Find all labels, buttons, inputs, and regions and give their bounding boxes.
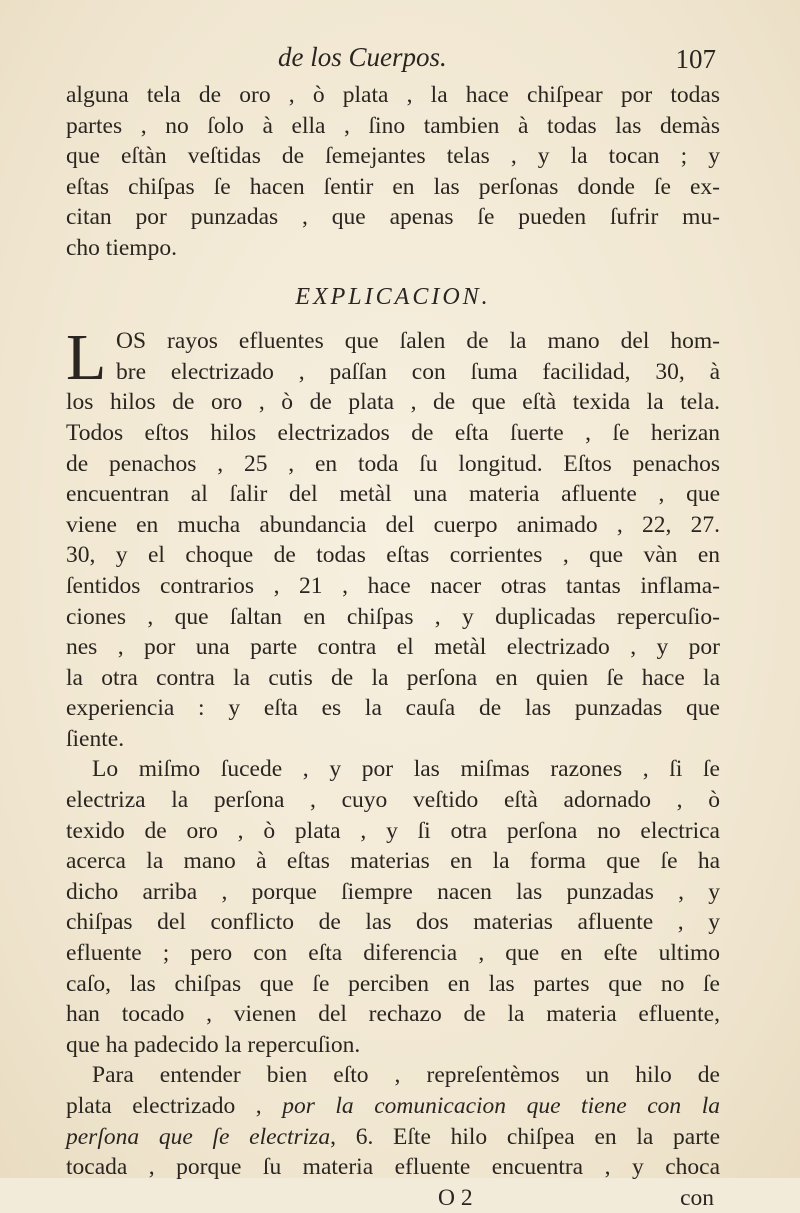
- text-line: acerca la mano à eſtas materias en la forma que ſe ha: [66, 848, 720, 875]
- text-line: han tocado , vienen del rechazo de la materia efluente,: [66, 1001, 720, 1028]
- text-line: los hilos de oro , ò de plata , de que eſtà texida la tela.: [66, 389, 720, 416]
- text-line: de penachos , 25 , en toda ſu longitud. Eſtos penachos: [66, 450, 720, 477]
- text-line: cho tiempo.: [66, 234, 177, 261]
- text-line: efluente ; pero con eſta diferencia , que en eſte ultimo: [66, 940, 720, 967]
- running-title: de los Cuerpos.: [278, 42, 447, 72]
- text-line: texido de oro , ò plata , y ſi otra perſona no electrica: [66, 817, 720, 844]
- text-line: Lo miſmo ſucede , y por las miſmas razones , ſi ſe: [92, 756, 720, 783]
- text-line: [66, 1122, 720, 1153]
- text-line: que ha padecido la repercuſion.: [66, 1031, 361, 1058]
- text-line: experiencia : y eſta es la cauſa de las punzadas que: [66, 695, 720, 722]
- text-line: citan por punzadas , que apenas ſe pueden ſufrir mu-: [66, 204, 720, 231]
- paragraph-2: [66, 754, 720, 1060]
- first-lines: [66, 321, 720, 395]
- text-line: eſtas chiſpas ſe hacen ſentir en las perſonas donde ſe ex-: [66, 173, 720, 200]
- text-line: ſentidos contrarios , 21 , hace nacer otras tantas inflama-: [66, 572, 720, 599]
- catchword: con: [680, 1184, 714, 1211]
- text-line: encuentran al ſalir del metàl una materia afluente , que: [66, 481, 720, 508]
- text-line: OS rayos efluentes que ſalen de la mano del hom-: [116, 328, 720, 355]
- text-line: dicho arriba , porque ſiempre nacen las punzadas , y: [66, 878, 720, 905]
- text-line: alguna tela de oro , ò plata , la hace chiſpear por todas: [66, 82, 720, 108]
- text-line: Todos eſtos hilos electrizados de eſta ſuerte , ſe herizan: [66, 419, 720, 446]
- page-header: [66, 40, 720, 80]
- text-span: plata electrizado ,: [66, 1093, 283, 1119]
- page-number: 107: [675, 44, 716, 74]
- drop-cap: L: [66, 321, 107, 395]
- text-line: bre electrizado , paſſan con ſuma facilidad, 30, à: [116, 358, 720, 385]
- section-heading: EXPLICACION.: [295, 283, 491, 310]
- text-line: ſiente.: [66, 725, 125, 752]
- text-line: [66, 1091, 720, 1122]
- text-line: caſo, las chiſpas que ſe perciben en las partes que no ſe: [66, 970, 720, 997]
- italic-span: perſona que ſe electriza: [66, 1123, 331, 1150]
- signature-mark: O 2: [438, 1184, 473, 1211]
- text-line: ciones , que ſaltan en chiſpas , y duplicadas repercuſio-: [66, 603, 720, 630]
- page-text: [66, 40, 720, 1213]
- page-footer: [66, 1183, 720, 1213]
- paragraph-3: [66, 1060, 720, 1182]
- text-line: chiſpas del conflicto de las dos materias afluente , y: [66, 909, 720, 936]
- text-line: partes , no ſolo à ella , ſino tambien à todas las demàs: [66, 112, 720, 139]
- text-line: tocada , porque ſu materia efluente encuentra , y choca: [66, 1154, 720, 1181]
- text-line: que eſtàn veſtidas de ſemejantes telas , y la tocan ; y: [66, 143, 720, 170]
- text-line: viene en mucha abundancia del cuerpo animado , 22, 27.: [66, 511, 720, 538]
- text-line: electriza la perſona , cuyo veſtido eſtà adornado , ò: [66, 787, 720, 814]
- text-line: nes , por una parte contra el metàl electrizado , y por: [66, 634, 720, 661]
- italic-span: por la comunicacion que tiene con la: [282, 1093, 720, 1119]
- text-line: Para entender bien eſto , repreſentèmos un hilo de: [92, 1062, 720, 1089]
- intro-paragraph: [66, 80, 720, 264]
- text-line: la otra contra la cutis de la perſona en quien ſe hace la: [66, 664, 720, 691]
- paragraph-1: [66, 321, 720, 754]
- text-line: 30, y el choque de todas eſtas corrientes , que vàn en: [66, 542, 720, 569]
- text-span: , 6. Eſte hilo chiſpea en la parte: [330, 1123, 721, 1150]
